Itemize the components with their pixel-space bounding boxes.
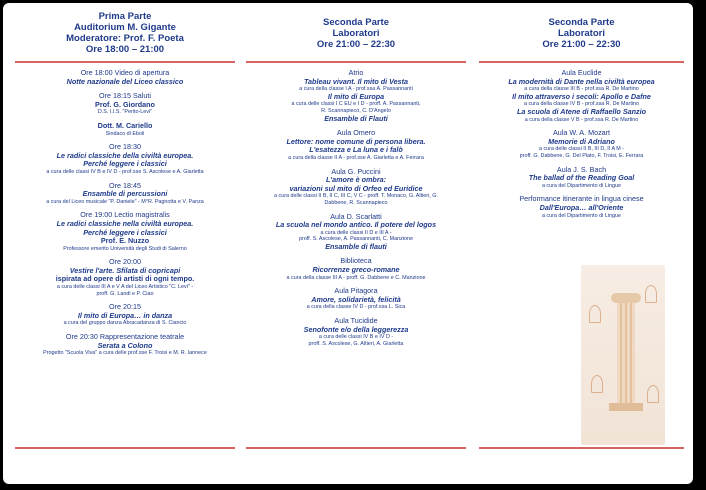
column-seconda-parte-b <box>479 3 684 225</box>
program-entry <box>479 129 684 159</box>
program-entry <box>15 143 235 175</box>
entry-line: Le radici classiche nella civiltà europea. <box>56 218 194 228</box>
program-entry <box>15 92 235 116</box>
program-entry <box>246 213 466 252</box>
entry-line: Dott. M. Cariello <box>97 120 153 130</box>
program-entry <box>479 195 684 219</box>
column-prima-parte <box>15 3 235 363</box>
entry-line: Le radici classiche della civiltà europea. <box>56 150 194 160</box>
program-sheet <box>3 3 693 484</box>
column-base-shape <box>609 403 643 411</box>
entry-line: Tableau vivant. Il mito di Vesta <box>303 76 409 86</box>
header-line: Prima Parte <box>98 11 152 22</box>
divider <box>479 61 684 63</box>
workshop-list <box>479 69 684 219</box>
dancer-figure-icon <box>591 375 603 393</box>
entry-line: Prof. G. Giordano <box>95 99 155 109</box>
header-line: Ore 21:00 – 22:30 <box>542 38 621 50</box>
entry-line: La modernità di Dante nella civiltà europea <box>508 76 655 86</box>
program-entry <box>15 303 235 327</box>
program-entry <box>15 333 235 357</box>
entry-line: variazioni sul mito di Orfeo ed Euridice <box>289 183 423 193</box>
entry-line: Prof. E. Nuzzo <box>100 236 150 246</box>
entry-credit: a cura delle classi II B, III D, II A M - <box>538 146 625 153</box>
divider <box>15 61 235 63</box>
entry-credit: Dabbene, R. Scannapieco <box>324 199 388 206</box>
column-header <box>479 3 684 57</box>
entry-line: Aula G. Puccini <box>331 166 381 176</box>
entry-credit: a cura della classe IV D - prof.ssa L. Sica <box>306 304 406 311</box>
entry-line: Ore 18:30 <box>109 142 141 152</box>
header-line: Ore 21:00 – 22:30 <box>316 38 396 50</box>
entry-credit: a cura della classe III B - prof.ssa R. De Martino <box>524 86 639 93</box>
entry-credit: a cura della classe I A - prof.ssa A. Passannanti <box>299 86 413 93</box>
entry-credit: a cura della classe II A - prof.sse A. Giarletta e A. Ferrara <box>288 154 424 161</box>
entry-line: Dall'Europa… all'Oriente <box>539 202 624 212</box>
entry-line: L'esatezza e La luna e i falò <box>309 145 403 155</box>
entry-credit: a cura della classe III A - proff. G. Dabbene e C. Manzione <box>286 274 426 281</box>
entry-line: Il mito di Europa… in danza <box>77 310 173 320</box>
entry-line: ispirata ad opere di artisti di ogni tempo. <box>55 274 195 284</box>
program-entry <box>15 211 235 252</box>
entry-line: Memorie di Adriano <box>548 136 615 146</box>
entry-line: Ore 18:45 <box>109 180 141 190</box>
entry-line: Senofonte e/o della leggerezza <box>303 324 409 334</box>
entry-line: Ricorrenze greco-romane <box>312 265 400 275</box>
entry-line: Perché leggere i classici <box>83 159 167 169</box>
header-line: Seconda Parte <box>323 16 389 28</box>
entry-line: Aula Omero <box>336 128 376 138</box>
program-entry <box>246 317 466 347</box>
entry-credit: Professore emerito Università degli Studi di Salerno <box>63 245 187 252</box>
entry-line: Ore 20:15 <box>109 302 141 312</box>
entry-line: Ore 20:00 <box>109 257 141 267</box>
entry-line: Atrio <box>348 68 364 77</box>
bottom-divider <box>479 447 684 449</box>
entry-line: Ore 18:00 Video di apertura <box>80 68 170 77</box>
header-line: Laboratori <box>332 27 380 39</box>
entry-line: Ensamble di percussioni <box>82 189 168 199</box>
dancer-figure-icon <box>647 385 659 403</box>
entry-credit: a cura delle classi II B, II C, III C, V C - proff. T. Monaco, G. Altieri, G. <box>274 193 438 200</box>
program-entry <box>246 257 466 281</box>
entry-line: Aula J. S. Bach <box>556 164 607 174</box>
header-line: Auditorium M. Gigante <box>74 22 176 33</box>
entry-credit: a cura del Dipartimento di Lingue <box>541 182 622 189</box>
entry-line: Serata a Colono <box>97 340 153 350</box>
program-entry <box>246 287 466 311</box>
program-entry <box>246 168 466 207</box>
header-line: Seconda Parte <box>548 16 615 28</box>
bottom-divider <box>246 447 466 449</box>
entry-line: Vestire l'arte. Sfilata di copricapi <box>69 265 181 275</box>
entry-credit: a cura delle classi IV B e IV D - prof.sse S. Ascolese e A. Giarletta <box>46 168 204 175</box>
program-entry <box>246 129 466 161</box>
entry-line: Aula Euclide <box>561 68 602 77</box>
entry-credit: proff. S. Ascolese, A. Passannanti, C. Manzione <box>298 236 414 243</box>
entry-line: Il mito attraverso i secoli: Apollo e Dafne <box>512 91 651 101</box>
entry-line: Notte nazionale del Liceo classico <box>66 76 184 86</box>
entry-line: Ore 19:00 Lectio magistralis <box>80 210 170 220</box>
entry-line: Aula Pitagora <box>334 286 378 296</box>
entry-line: Lettore: nome comune di persona libera. <box>286 136 426 146</box>
entry-line: La scuola di Atene di Raffaello Sanzio <box>516 106 646 116</box>
entry-line: Il mito di Europa <box>327 91 385 101</box>
entry-line: Ore 20:30 Rappresentazione teatrale <box>65 332 185 342</box>
greek-column-illustration <box>581 265 665 445</box>
divider <box>246 61 466 63</box>
entry-line: L'amore è ombra: <box>325 175 387 185</box>
entry-credit: Sindaco di Eboli <box>105 130 145 137</box>
dancer-figure-icon <box>589 305 601 323</box>
entry-credit: D.S. I.I.S. "Perito-Levi" <box>97 109 153 116</box>
dancer-figure-icon <box>645 285 657 303</box>
entry-line: Ore 18:15 Saluti <box>99 91 151 101</box>
header-line: Laboratori <box>558 27 605 39</box>
entry-credit: R. Scannapieco, C. D'Angelo <box>321 107 391 114</box>
column-header <box>246 3 466 57</box>
schedule-list <box>15 69 235 357</box>
entry-credit: a cura delle classi I C EU e I D - proff. A. Passannanti, <box>291 101 421 108</box>
entry-line: Biblioteca <box>340 256 372 266</box>
column-seconda-parte-a <box>246 3 466 353</box>
entry-line: The ballad of the Reading Goal <box>528 173 635 183</box>
entry-credit: a cura del Liceo musicale "P. Daniele" - M°R. Pagnotta e V. Panza <box>46 198 204 205</box>
column-header <box>15 3 235 57</box>
bottom-divider <box>15 447 235 449</box>
program-entry <box>15 69 235 86</box>
entry-line: Perché leggere i classici <box>83 227 167 237</box>
entry-credit: a cura della classe IV B - prof.ssa R. De Martino <box>523 101 640 108</box>
program-entry <box>15 182 235 206</box>
program-entry <box>479 166 684 190</box>
entry-line: La scuola nel mondo antico. Il potere del logos <box>275 220 437 230</box>
entry-credit: proff. G. Landi e P. Ciao <box>96 290 154 297</box>
entry-credit: a cura del Dipartimento di Lingue <box>541 212 622 219</box>
column-shaft-shape <box>617 303 635 403</box>
header-line: Moderatore: Prof. F. Poeta <box>66 33 184 44</box>
entry-credit: a cura del gruppo danza Abracadanza di S. Ciancio <box>63 320 187 327</box>
program-entry <box>15 258 235 297</box>
entry-credit: Progetto "Scuola Viva" a cura delle prof.sse F. Troisi e M. R. Iannece <box>43 350 207 357</box>
entry-credit: a cura delle classi II D e III A - <box>320 229 392 236</box>
program-entry <box>479 69 684 123</box>
entry-line: Aula D. Scarlatti <box>330 211 382 221</box>
entry-line: Ensamble di Flauti <box>324 113 388 123</box>
entry-credit: a cura delle classi IV B e IV D - <box>318 334 394 341</box>
program-entry <box>246 69 466 123</box>
program-entry <box>15 122 235 137</box>
entry-line: Aula W. A. Mozart <box>552 128 611 138</box>
header-line: Ore 18:00 – 21:00 <box>85 44 165 55</box>
entry-credit: a cura della classe V B - prof.ssa R. De Martino <box>524 116 639 123</box>
entry-credit: a cura delle classi III A e V A del Liceo Artistico "C. Levi" - <box>56 284 194 291</box>
entry-credit: proff. G. Dabbene, G. Del Plato, F. Troisi, E. Ferrara <box>519 152 644 159</box>
workshop-list <box>246 69 466 347</box>
entry-line: Performance itinerante in lingua cinese <box>519 194 644 204</box>
entry-line: Amore, solidarietà, felicità <box>311 294 401 304</box>
column-capital-shape <box>611 293 641 303</box>
entry-line: Aula Tucidide <box>334 316 378 326</box>
entry-line: Ensamble di flauti <box>325 241 387 251</box>
entry-credit: proff. S. Ascolese, G. Altieri, A. Giarletta <box>308 340 404 347</box>
